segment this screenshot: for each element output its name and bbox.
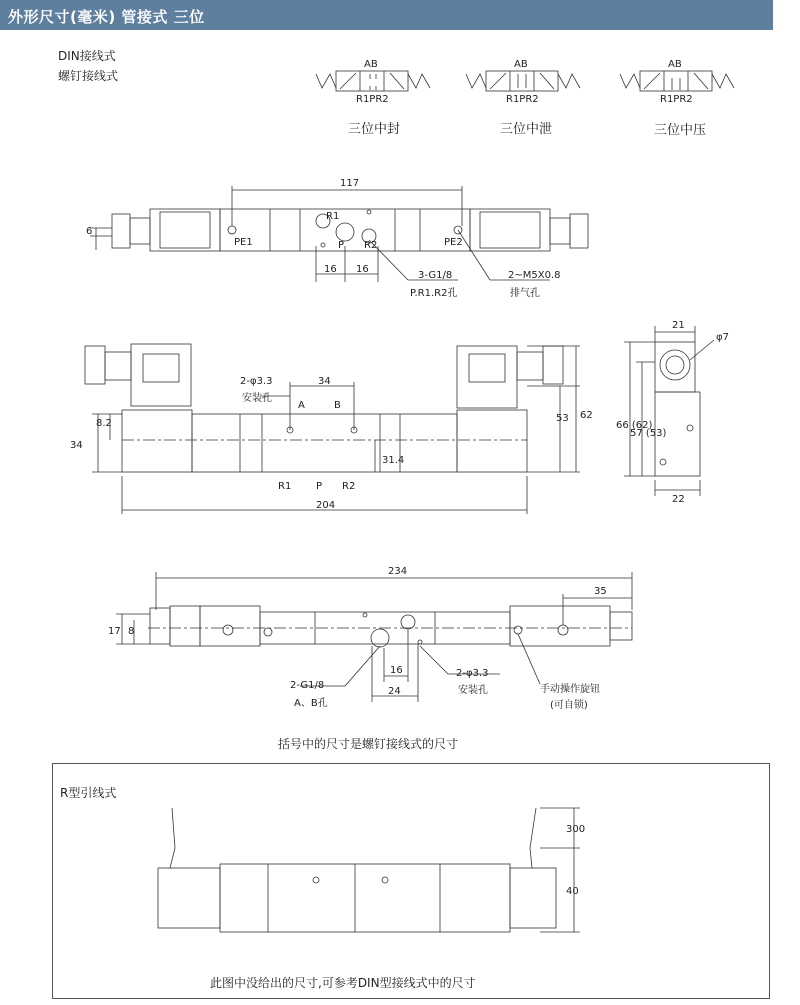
dim-22: 22 — [672, 494, 685, 505]
dim-6: 6 — [86, 226, 93, 237]
port-r2: R2 — [364, 240, 378, 251]
symbol-closed-center — [316, 71, 430, 91]
manual-knob-sub: (可自锁) — [550, 700, 588, 711]
dim-53: 53 — [556, 413, 569, 424]
symbol-exhaust-center — [466, 71, 580, 91]
port-names: P.R1.R2孔 — [410, 288, 458, 299]
port-r2-front: R2 — [342, 481, 356, 492]
symbol-1-top: AB — [364, 59, 378, 70]
dim-62: 62 — [580, 410, 593, 421]
dim-16-a: 16 — [324, 264, 337, 275]
ab-port-size: 2-G1/8 — [290, 680, 325, 691]
symbol-1-bottom: R1PR2 — [356, 94, 389, 105]
screw-wiring-label: 螺钉接线式 — [58, 69, 119, 83]
dim-8: 8 — [128, 626, 135, 637]
dim-16-b: 16 — [356, 264, 369, 275]
mount-hole-name: 安装孔 — [242, 393, 272, 404]
r-lead-note: 此图中没给出的尺寸,可参考DIN型接线式中的尺寸 — [210, 976, 476, 990]
symbol-1-caption: 三位中封 — [348, 122, 401, 137]
dim-40: 40 — [566, 886, 579, 897]
symbol-2-caption: 三位中泄 — [500, 122, 553, 137]
dim-234: 234 — [388, 566, 408, 577]
bottom-mount-size: 2-φ3.3 — [456, 668, 489, 679]
port-size: 3-G1/8 — [418, 270, 453, 281]
valve-front-view — [85, 344, 580, 514]
dim-66: 66 (62) — [616, 420, 653, 431]
symbol-pressure-center — [620, 71, 734, 91]
dim-34: 34 — [318, 376, 331, 387]
dim-24: 24 — [388, 686, 401, 697]
dim-phi7: φ7 — [716, 332, 729, 343]
symbol-3-bottom: R1PR2 — [660, 94, 693, 105]
bottom-mount-name: 安装孔 — [458, 685, 488, 696]
port-a: A — [298, 400, 305, 411]
manual-knob-label: 手动操作旋钮 — [540, 684, 600, 695]
r-lead-label: R型引线式 — [60, 786, 117, 800]
dim-17: 17 — [108, 626, 121, 637]
dim-204: 204 — [316, 500, 336, 511]
port-pe1: PE1 — [234, 237, 253, 248]
dim-300: 300 — [566, 824, 586, 835]
ab-port-names: A、B孔 — [294, 698, 328, 709]
port-p-front: P — [316, 481, 323, 492]
port-pe2: PE2 — [444, 237, 463, 248]
section-title: 外形尺寸(毫米) 管接式 三位 — [8, 8, 205, 26]
din-wiring-label: DIN接线式 — [58, 49, 116, 63]
dim-21: 21 — [672, 320, 685, 331]
bracket-note: 括号中的尺寸是螺钉接线式的尺寸 — [278, 737, 459, 751]
symbol-2-top: AB — [514, 59, 528, 70]
symbol-3-top: AB — [668, 59, 682, 70]
port-p: P — [338, 240, 345, 251]
port-r1: R1 — [326, 211, 340, 222]
exhaust-size: 2~M5X0.8 — [508, 270, 561, 281]
r-lead-panel — [52, 763, 770, 999]
port-r1-front: R1 — [278, 481, 292, 492]
symbol-2-bottom: R1PR2 — [506, 94, 539, 105]
mount-hole-size: 2-φ3.3 — [240, 376, 273, 387]
port-b: B — [334, 400, 341, 411]
dim-31-4: 31.4 — [382, 455, 405, 466]
exhaust-name: 排气孔 — [510, 288, 540, 299]
symbol-3-caption: 三位中压 — [654, 123, 707, 138]
dim-8-2: 8.2 — [96, 418, 112, 429]
dim-117: 117 — [340, 178, 360, 189]
dim-35: 35 — [594, 586, 607, 597]
valve-side-view — [624, 326, 714, 496]
dim-57: 57 (53) — [630, 428, 667, 439]
dim-16: 16 — [390, 665, 403, 676]
dim-34-vertical: 34 — [70, 440, 83, 451]
valve-top-view — [90, 186, 588, 282]
